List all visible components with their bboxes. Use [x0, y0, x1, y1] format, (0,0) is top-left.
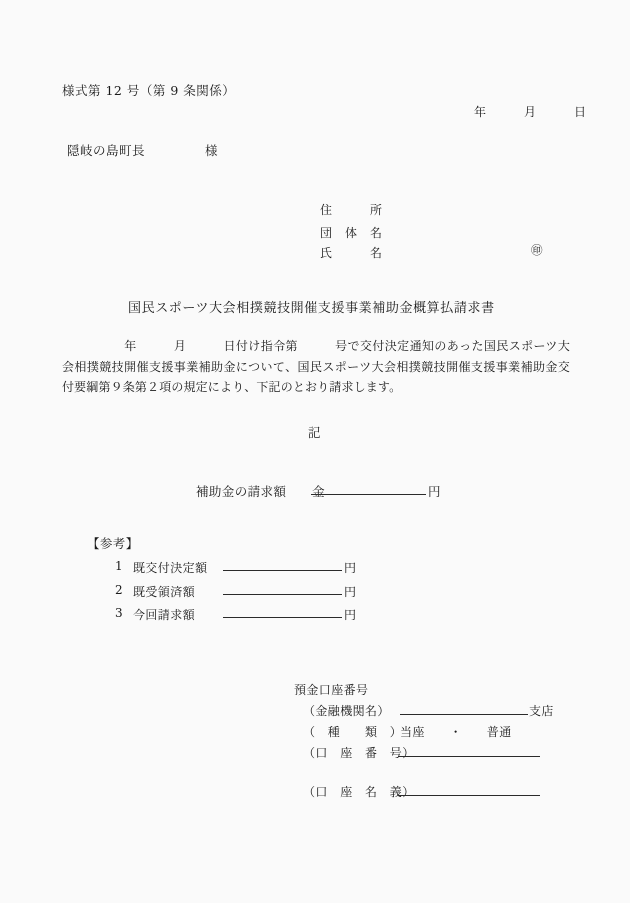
bank-account-number-blank[interactable]: [398, 756, 540, 757]
reference-item-blank[interactable]: [223, 617, 342, 618]
addressee-honorific: 様: [205, 143, 219, 158]
bank-account-number-label: （口 座 番 号）: [303, 746, 415, 760]
bank-account-holder-blank[interactable]: [398, 795, 540, 796]
bank-branch-suffix: 支店: [529, 704, 554, 718]
reference-item-number: 2: [115, 583, 124, 597]
reference-heading: 【参考】: [87, 536, 139, 551]
claim-amount-label: 補助金の請求額 金: [196, 484, 326, 499]
reference-item-unit: 円: [344, 561, 357, 575]
reference-item-blank[interactable]: [223, 570, 342, 571]
applicant-address-label: 住 所: [320, 203, 383, 217]
reference-item-label: 既受領済額: [133, 585, 196, 599]
claim-amount-blank[interactable]: [311, 494, 426, 495]
seal-stamp-icon: ㊞: [531, 243, 543, 257]
bank-block-heading: 預金口座番号: [294, 683, 369, 697]
reference-item-label: 今回請求額: [133, 608, 196, 622]
bank-account-type-label: （ 種 類 ）: [303, 725, 403, 739]
form-number: 様式第 12 号（第 9 条関係）: [62, 83, 236, 98]
reference-item-unit: 円: [344, 608, 357, 622]
applicant-organization-label: 団 体 名: [320, 226, 383, 240]
applicant-name-label: 氏 名: [320, 246, 383, 260]
bank-institution-blank[interactable]: [400, 714, 528, 715]
bank-account-holder-label: （口 座 名 義）: [303, 785, 415, 799]
document-title: 国民スポーツ大会相撲競技開催支援事業補助金概算払請求書: [128, 301, 495, 316]
addressee-name: 隠岐の島町長: [67, 143, 146, 158]
body-rest-sentence: 競技開催支援事業補助金について、国民スポーツ大会相撲競技開催支援事業補助金交付要綱第９条第２項の規定により、下記のとおり請求します。: [62, 359, 570, 394]
body-paragraph: [62, 336, 570, 398]
reference-item-unit: 円: [344, 585, 357, 599]
bank-institution-label: （金融機関名）: [303, 704, 390, 718]
body-lead-sentence: 年 月 日付け指令第 号で交付決定通知のあった国民スポーツ大会相撲: [62, 339, 570, 374]
reference-item-number: 1: [115, 559, 124, 573]
reference-item-label: 既交付決定額: [133, 561, 208, 575]
bank-account-type-options[interactable]: 当座 ・ 普通: [400, 725, 512, 739]
reference-item-blank[interactable]: [223, 594, 342, 595]
claim-amount-unit: 円: [428, 484, 441, 499]
reference-item-number: 3: [115, 606, 124, 620]
ki-marker: 記: [308, 425, 321, 440]
submission-date-line: 年 月 日: [474, 105, 587, 119]
